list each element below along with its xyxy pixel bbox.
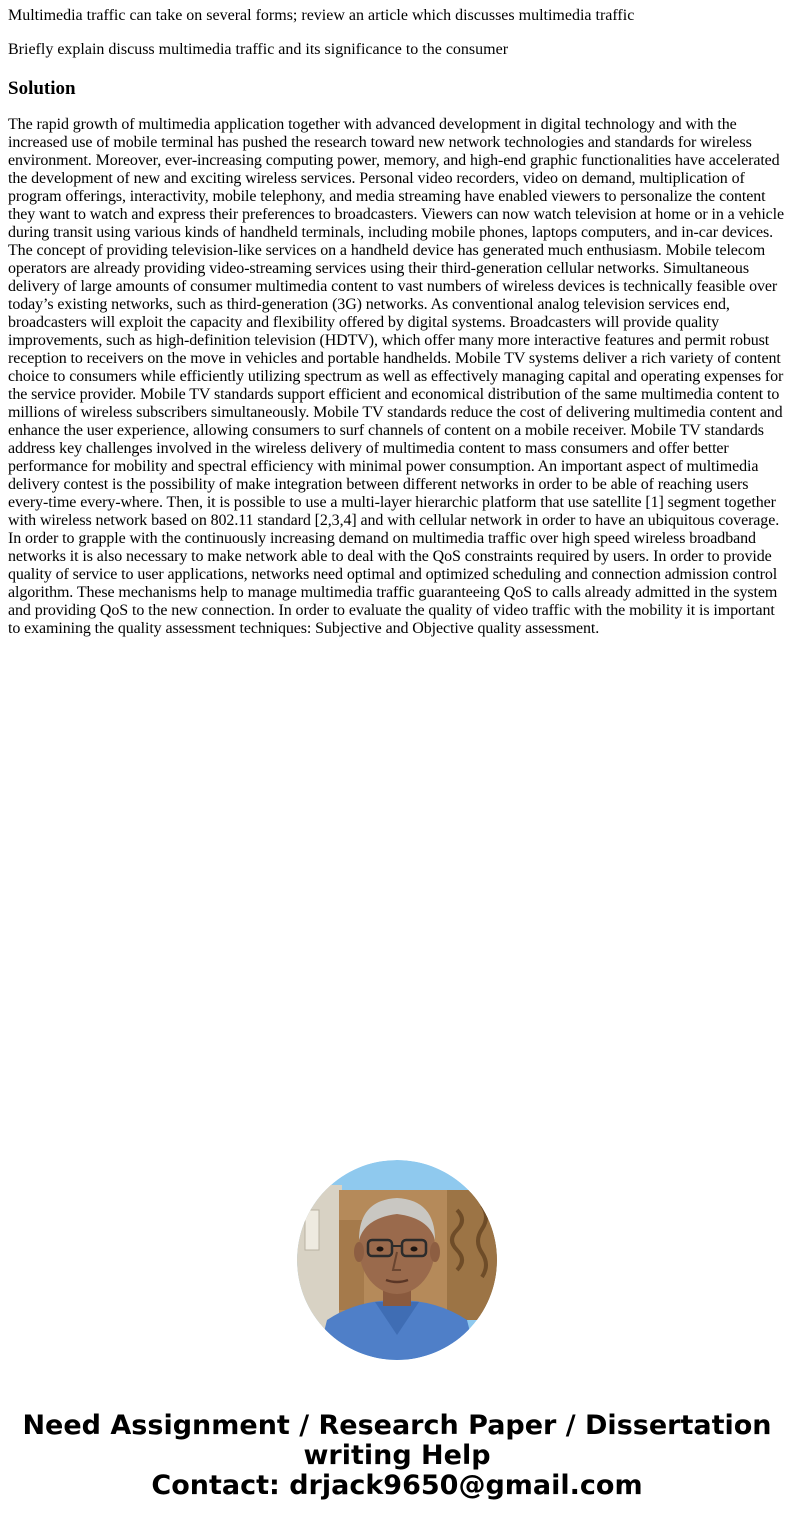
promo-contact: Contact: drjack9650@gmail.com bbox=[151, 1470, 643, 1501]
question-line-1: Multimedia traffic can take on several forms; review an article which discusses multimedia traffic bbox=[8, 7, 635, 24]
promo-text bbox=[0, 1411, 794, 1501]
solution-heading: Solution bbox=[8, 78, 76, 99]
document bbox=[0, 7, 794, 638]
question-line-2: Briefly explain discuss multimedia traffic and its significance to the consumer bbox=[8, 41, 509, 58]
promo-banner bbox=[0, 1160, 794, 1501]
promo-line-1: Need Assignment / Research Paper / Dissertation bbox=[22, 1410, 772, 1441]
author-avatar bbox=[297, 1160, 497, 1360]
promo-line-2: writing Help bbox=[303, 1440, 491, 1471]
solution-body: The rapid growth of multimedia application together with advanced development in digital technology and with the increased use of mobile terminal has pushed the research toward new network technologies and standards for wireless environment. Moreover, ever-increasing computing power, memory, and high-end graphic functionalities have accelerated the development of new and exciting wireless services. Personal video recorders, video on demand, multiplication of program offerings, interactivity, mobile telephony, and media streaming have enabled viewers to personalize the content they want to watch and express their preferences to broadcasters. Viewers can now watch television at home or in a vehicle during transit using various kinds of handheld terminals, including mobile phones, laptops computers, and in-car devices. The concept of providing television-like services on a handheld device has generated much enthusiasm. Mobile telecom operators are already providing video-streaming services using their third-generation cellular networks. Simultaneous delivery of large amounts of consumer multimedia content to vast numbers of wireless devices is technically feasible over today’s existing networks, such as third-generation (3G) networks. As conventional analog television services end, broadcasters will exploit the capacity and flexibility offered by digital systems. Broadcasters will provide quality improvements, such as high-definition television (HDTV), which offer many more interactive features and permit robust reception to receivers on the move in vehicles and portable handhelds. Mobile TV systems deliver a rich variety of content choice to consumers while efficiently utilizing spectrum as well as effectively managing capital and operating expenses for the service provider. Mobile TV standards support efficient and economical distribution of the same multimedia content to millions of wireless subscribers simultaneously. Mobile TV standards reduce the cost of delivering multimedia content and enhance the user experience, allowing consumers to surf channels of content on a mobile receiver. Mobile TV standards address key challenges involved in the wireless delivery of multimedia content to mass consumers and offer better performance for mobility and spectral efficiency with minimal power consumption. An important aspect of multimedia delivery contest is the possibility of make integration between different networks in order to be able of reaching users every-time every-where. Then, it is possible to use a multi-layer hierarchic platform that use satellite [1] segment together with wireless network based on 802.11 standard [2,3,4] and with cellular network in order to have an ubiquitous coverage. In order to grapple with the continuously increasing demand on multimedia traffic over high speed wireless broadband networks it is also necessary to make network able to deal with the QoS constraints required by users. In order to provide quality of service to user applications, networks need optimal and optimized scheduling and connection admission control algorithm. These mechanisms help to manage multimedia traffic guaranteeing QoS to calls already admitted in the system and providing QoS to the new connection. In order to evaluate the quality of video traffic with the mobility it is important to examining the quality assessment techniques: Subjective and Objective quality assessment. bbox=[8, 116, 785, 637]
